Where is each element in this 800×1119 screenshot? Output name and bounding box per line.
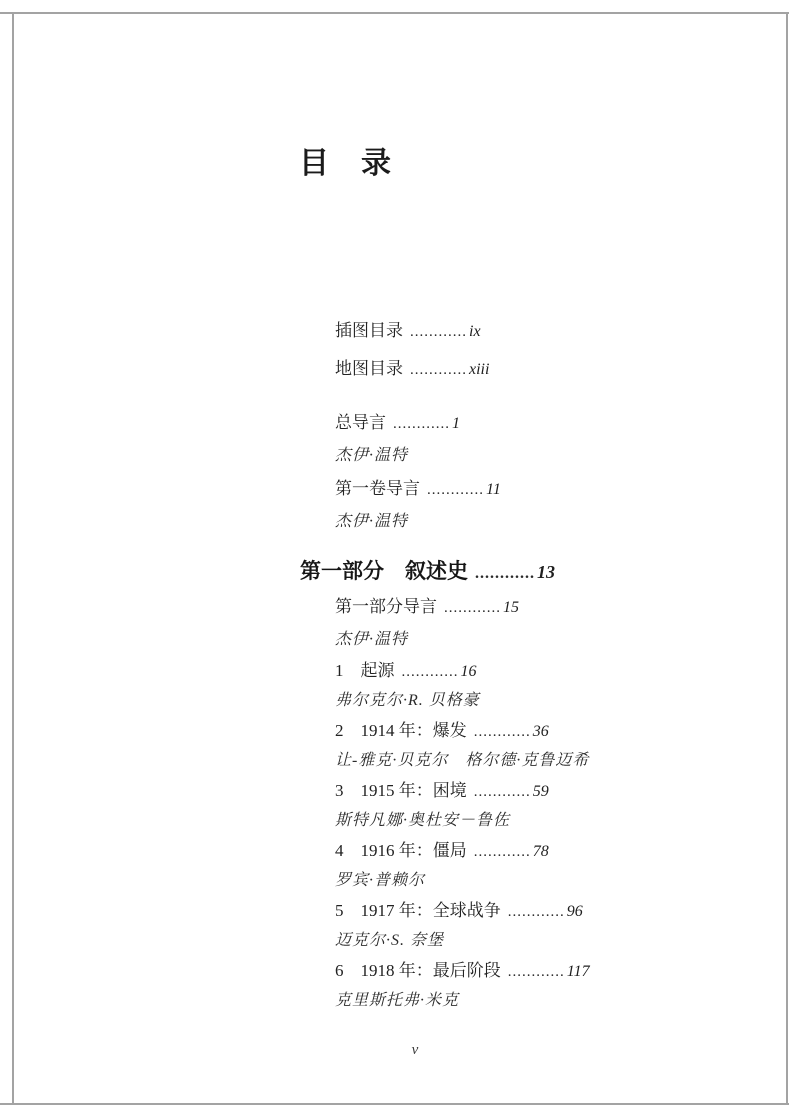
table-of-contents bbox=[300, 312, 755, 1016]
entry-page-number: 15 bbox=[503, 599, 519, 616]
part-page-number: 13 bbox=[537, 562, 555, 582]
toc-entry-general-introduction bbox=[335, 406, 755, 439]
toc-entry-maps bbox=[335, 350, 755, 388]
dot-leader: ............ bbox=[401, 664, 459, 680]
section-gap bbox=[335, 388, 755, 406]
entry-author: 迈克尔·S. 奈堡 bbox=[335, 932, 445, 949]
entry-page-number: 117 bbox=[566, 963, 590, 980]
entry-label: 地图目录 bbox=[335, 359, 403, 378]
entry-author: 弗尔克尔·R. 贝格豪 bbox=[335, 692, 480, 709]
dot-leader: ............ bbox=[444, 600, 501, 616]
entry-label: 5 1917 年：全球战争 bbox=[335, 901, 501, 920]
part-one-heading bbox=[300, 552, 755, 590]
dot-leader: ............ bbox=[473, 724, 531, 740]
entry-page-number: 1 bbox=[452, 415, 460, 432]
section-gap bbox=[335, 538, 755, 552]
toc-entry-chapter-6 bbox=[335, 956, 755, 986]
entry-label: 3 1915 年：困境 bbox=[335, 781, 467, 800]
entry-page-number: 78 bbox=[532, 843, 549, 860]
toc-entry-illustrations bbox=[335, 312, 755, 350]
page-border-right bbox=[786, 12, 788, 1105]
dot-leader: ............ bbox=[507, 964, 565, 980]
page-border-top bbox=[0, 12, 789, 14]
entry-label: 2 1914 年：爆发 bbox=[335, 721, 467, 740]
entry-page-number: 96 bbox=[566, 903, 583, 920]
page-number-footer: v bbox=[411, 1042, 419, 1058]
dot-leader: ............ bbox=[507, 904, 565, 920]
toc-entry-chapter-1 bbox=[335, 656, 755, 686]
entry-author: 斯特凡娜·奥杜安－鲁佐 bbox=[335, 812, 511, 829]
entry-author: 杰伊·温特 bbox=[335, 513, 409, 530]
toc-entry-volume-introduction bbox=[335, 472, 755, 505]
entry-label: 第一卷导言 bbox=[335, 479, 420, 498]
page-title: 目 录 bbox=[299, 147, 392, 180]
toc-entry-part-introduction bbox=[335, 590, 755, 623]
dot-leader: ............ bbox=[473, 844, 531, 860]
dot-leader: ............ bbox=[427, 482, 484, 498]
dot-leader: ............ bbox=[393, 416, 450, 432]
page-border-bottom bbox=[0, 1103, 789, 1105]
entry-label: 1 起源 bbox=[335, 661, 395, 680]
entry-page-number: ix bbox=[469, 323, 481, 340]
part-heading-label: 第一部分 叙述史 bbox=[300, 559, 468, 583]
entry-author: 罗宾·普赖尔 bbox=[335, 872, 426, 889]
entry-page-number: 11 bbox=[486, 481, 501, 498]
entry-author: 杰伊·温特 bbox=[335, 447, 409, 464]
entry-label: 4 1916 年：僵局 bbox=[335, 841, 467, 860]
entry-author: 克里斯托弗·米克 bbox=[335, 992, 460, 1009]
toc-entry-chapter-4 bbox=[335, 836, 755, 866]
entry-label: 总导言 bbox=[335, 413, 386, 432]
entry-page-number: 36 bbox=[532, 723, 549, 740]
entry-page-number: 16 bbox=[460, 663, 477, 680]
entry-label: 第一部分导言 bbox=[335, 597, 437, 616]
dot-leader: ............ bbox=[475, 565, 535, 582]
entry-page-number: xiii bbox=[469, 361, 490, 378]
toc-entry-chapter-5 bbox=[335, 896, 755, 926]
toc-entry-chapter-2 bbox=[335, 716, 755, 746]
dot-leader: ............ bbox=[410, 324, 467, 340]
toc-entry-chapter-3 bbox=[335, 776, 755, 806]
entry-author: 杰伊·温特 bbox=[335, 631, 409, 648]
entry-page-number: 59 bbox=[532, 783, 549, 800]
dot-leader: ............ bbox=[410, 362, 467, 378]
page-border-left bbox=[12, 12, 14, 1105]
dot-leader: ............ bbox=[473, 784, 531, 800]
entry-label: 6 1918 年：最后阶段 bbox=[335, 961, 501, 980]
entry-label: 插图目录 bbox=[335, 321, 403, 340]
entry-author: 让-雅克·贝克尔 格尔德·克鲁迈希 bbox=[335, 752, 590, 769]
